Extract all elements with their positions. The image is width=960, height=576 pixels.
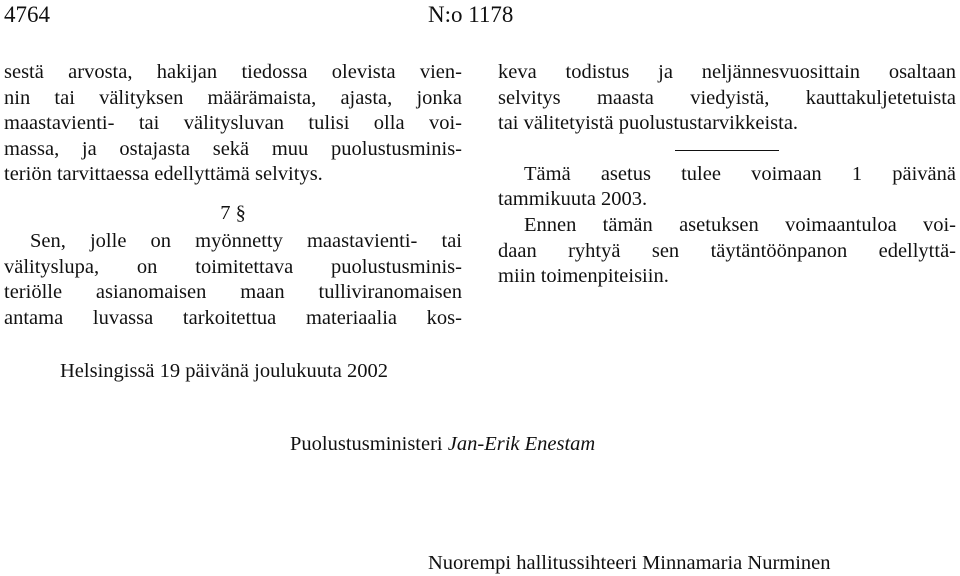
body-line: keva todistus ja neljännesvuosittain osaltaan: [498, 61, 956, 83]
signature-minister: [290, 431, 595, 457]
paragraph-gap: [4, 188, 462, 199]
minister-title: Puolustusministeri: [290, 433, 443, 455]
body-line: daan ryhtyä sen täytäntöönpanon edellyttä-: [498, 239, 956, 262]
issue-number: N:o 1178: [428, 2, 514, 27]
body-line: teriön tarvittaessa edellyttämä selvitys.: [4, 163, 323, 186]
secretary-name: Minnamaria Nurminen: [642, 552, 831, 574]
body-line: antama luvassa tarkoitettua materiaalia kos-: [4, 306, 462, 329]
left-column: [4, 60, 462, 331]
body-line: miin toimenpiteisiin.: [498, 265, 669, 288]
body-line: tammikuuta 2003.: [498, 188, 648, 211]
secretary-title: Nuorempi hallitussihteeri: [428, 552, 637, 574]
minister-name: Jan-Erik Enestam: [447, 433, 596, 455]
body-line: sestä arvosta, hakijan tiedossa olevista vien-: [4, 61, 462, 83]
body-line: Ennen tämän asetuksen voimaantuloa voi-: [524, 213, 956, 236]
body-line: maastavienti- tai välitysluvan tulisi olla voi-: [4, 112, 462, 135]
section-heading: 7 §: [220, 201, 246, 224]
signature-secretary: [428, 550, 831, 576]
body-line: teriölle asianomaisen maan tulliviranomaisen: [4, 281, 462, 304]
body-line: välityslupa, on toimitettava puolustusminis-: [4, 255, 462, 278]
right-column: [498, 60, 956, 290]
body-line: nin tai välityksen määrämaista, ajasta, jonka: [4, 86, 462, 109]
body-line: tai välitetyistä puolustustarvikkeista.: [498, 112, 799, 135]
signature-place-date: Helsingissä 19 päivänä joulukuuta 2002: [60, 360, 388, 382]
body-line: Sen, jolle on myönnetty maastavienti- tai: [30, 229, 462, 252]
body-line: Tämä asetus tulee voimaan 1 päivänä: [524, 162, 956, 185]
body-line: selvitys maasta viedyistä, kauttakuljetetuista: [498, 86, 956, 109]
body-line: massa, ja ostajasta sekä muu puolustusminis-: [4, 137, 462, 160]
separator-line: [675, 150, 779, 151]
page-number: 4764: [4, 2, 50, 27]
